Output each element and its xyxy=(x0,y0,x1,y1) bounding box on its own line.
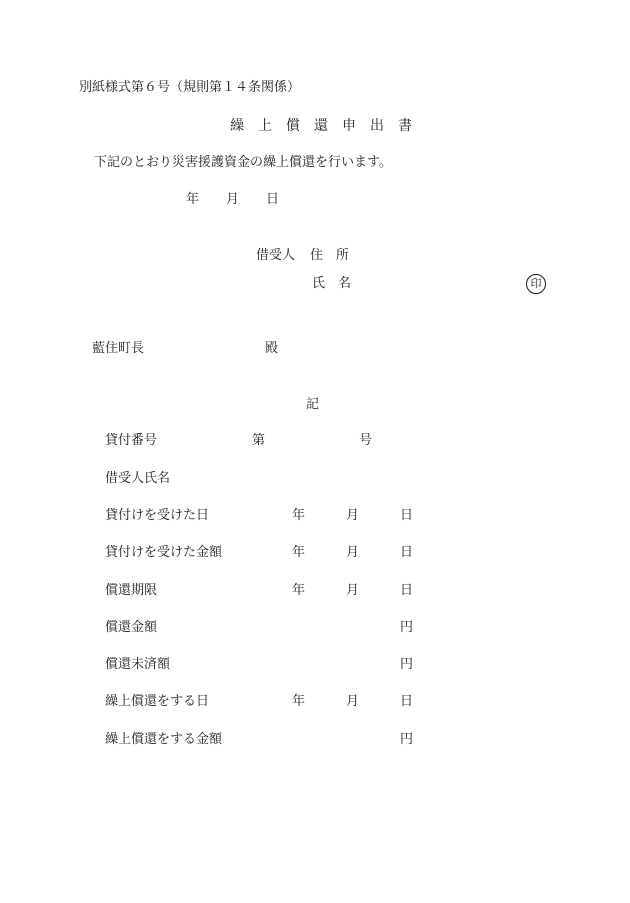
item-day: 日 xyxy=(400,508,414,523)
document-title: 繰 上 償 還 申 出 書 xyxy=(230,118,412,134)
item-label: 償還金額 xyxy=(105,620,158,635)
date-month: 月 xyxy=(226,192,240,207)
item-yen: 円 xyxy=(400,732,414,747)
item-yen: 円 xyxy=(400,620,414,635)
item-year: 年 xyxy=(292,545,306,560)
intro-text: 下記のとおり災害援護資金の繰上償還を行います。 xyxy=(94,155,392,170)
address-label: 住 所 xyxy=(310,248,350,263)
item-label: 償還期限 xyxy=(105,583,158,598)
item-year: 年 xyxy=(292,694,306,709)
addressee-honorific: 殿 xyxy=(265,341,279,356)
item-label: 貸付けを受けた日 xyxy=(105,508,210,523)
item-month: 月 xyxy=(346,545,360,560)
item-label: 繰上償還をする日 xyxy=(105,694,210,709)
form-number: 別紙様式第６号（規則第１４条関係） xyxy=(79,80,301,95)
item-label: 繰上償還をする金額 xyxy=(105,732,223,747)
item-year: 年 xyxy=(292,583,306,598)
item-label: 償還未済額 xyxy=(105,657,171,672)
item-day: 日 xyxy=(400,583,414,598)
item-month: 月 xyxy=(346,694,360,709)
item-month: 月 xyxy=(346,583,360,598)
ki-heading: 記 xyxy=(306,397,320,412)
item-dai: 第 xyxy=(252,433,266,448)
item-month: 月 xyxy=(346,508,360,523)
borrower-label: 借受人 xyxy=(256,248,296,263)
item-label: 借受人氏名 xyxy=(105,471,171,486)
item-day: 日 xyxy=(400,694,414,709)
item-day: 日 xyxy=(400,545,414,560)
item-year: 年 xyxy=(292,508,306,523)
item-label: 貸付けを受けた金額 xyxy=(105,545,223,560)
item-go: 号 xyxy=(359,433,373,448)
date-year: 年 xyxy=(186,192,200,207)
item-label: 貸付番号 xyxy=(105,433,158,448)
addressee-name: 藍住町長 xyxy=(92,341,145,356)
name-label: 氏 名 xyxy=(312,276,352,291)
date-day: 日 xyxy=(266,192,280,207)
seal-mark: 印 xyxy=(526,274,546,294)
item-yen: 円 xyxy=(400,657,414,672)
